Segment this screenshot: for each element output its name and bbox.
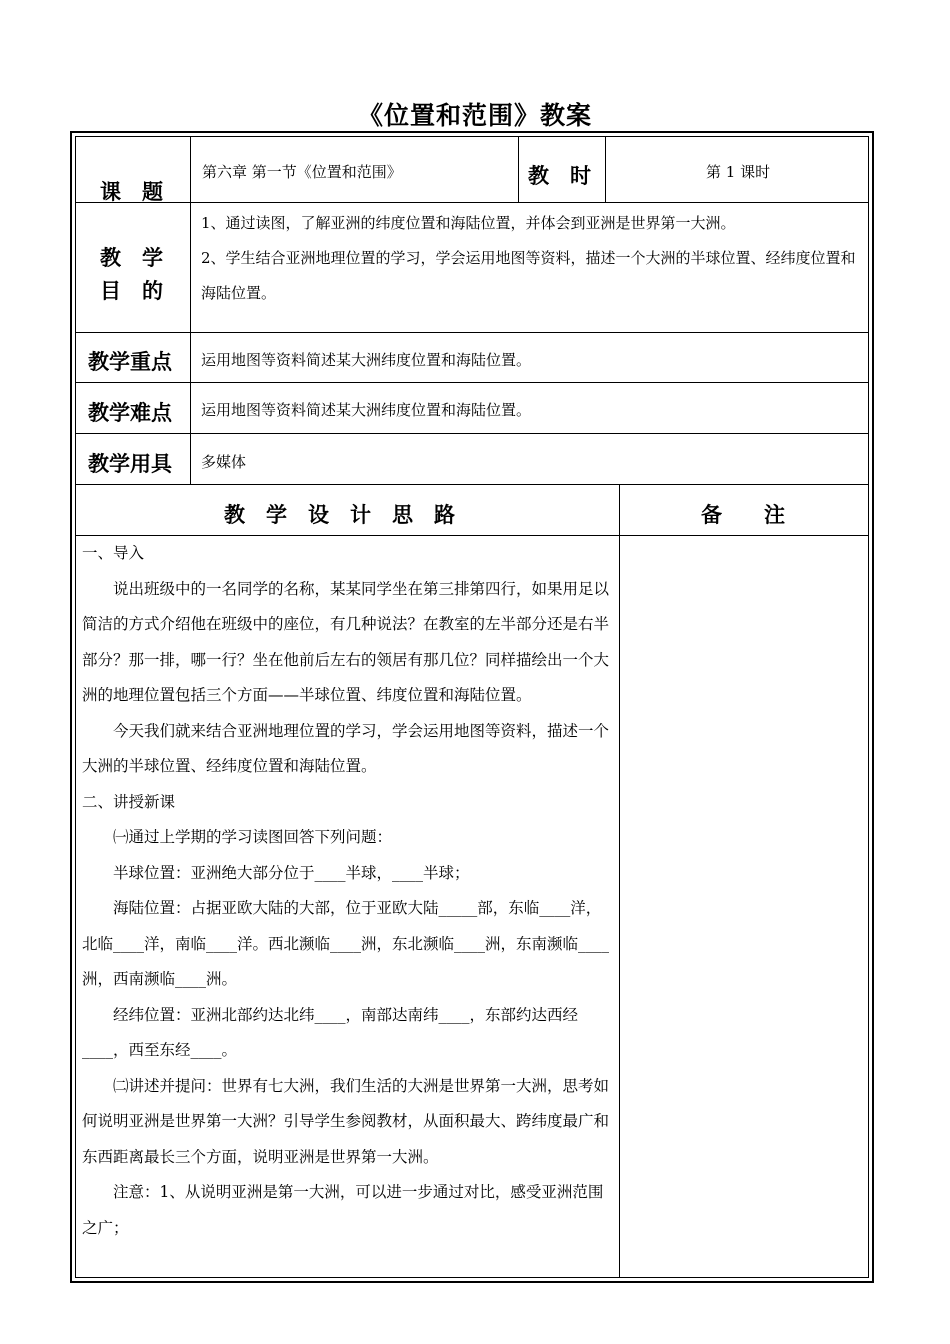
paragraph: 海陆位置：占据亚欧大陆的大部，位于亚欧大陆_____部，东临____洋，北临____洋，南临____洋。西北濒临____洲，东北濒临____洲，东南濒临____洲，西南濒临____洲。 bbox=[82, 899, 610, 988]
period-label: 教 时 bbox=[528, 163, 591, 188]
key-points-value: 运用地图等资料简述某大洲纬度位置和海陆位置。 bbox=[201, 351, 532, 369]
tools-value: 多媒体 bbox=[201, 453, 247, 471]
paragraph: 半球位置：亚洲绝大部分位于____半球，____半球； bbox=[113, 863, 470, 882]
section-heading: 二、讲授新课 bbox=[82, 792, 176, 811]
paragraph: ㈠通过上学期的学习读图回答下列问题： bbox=[113, 828, 393, 846]
row-divider bbox=[76, 202, 868, 203]
notes-header: 备 注 bbox=[701, 502, 785, 527]
objective-item: 1、通过读图，了解亚洲的纬度位置和海陆位置，并体会到亚洲是世界第一大洲。 bbox=[201, 214, 736, 232]
period-value: 第 1 课时 bbox=[706, 163, 771, 181]
row-divider bbox=[76, 484, 868, 485]
page-title: 《位置和范围》教案 bbox=[357, 101, 592, 130]
design-body bbox=[82, 536, 612, 1246]
section-heading: 一、导入 bbox=[82, 544, 145, 562]
subject-label: 课 题 bbox=[100, 179, 163, 204]
paragraph: 说出班级中的一名同学的名称，某某同学坐在第三排第四行，如果用足以简洁的方式介绍他在班级中的座位，有几种说法？在教室的左半部分还是右半部分？那一排，哪一行？坐在他前后左右的领居有那几位？同样描绘出一个大洲的地理位置包括三个方面——半球位置、纬度位置和海陆位置。 bbox=[82, 579, 610, 704]
column-divider bbox=[605, 137, 606, 202]
objectives-label: 目 的 bbox=[100, 278, 163, 303]
paragraph: 今天我们就来结合亚洲地理位置的学习，学会运用地图等资料，描述一个大洲的半球位置、经纬度位置和海陆位置。 bbox=[82, 721, 610, 775]
objective-item: 2、学生结合亚洲地理位置的学习，学会运用地图等资料，描述一个大洲的半球位置、经纬度位置和海陆位置。 bbox=[201, 249, 856, 302]
difficulties-label: 教学难点 bbox=[88, 400, 172, 425]
row-divider bbox=[76, 433, 868, 434]
difficulties-value: 运用地图等资料简述某大洲纬度位置和海陆位置。 bbox=[201, 401, 532, 419]
column-divider bbox=[190, 137, 191, 484]
column-divider bbox=[619, 484, 620, 1277]
column-divider bbox=[518, 137, 519, 202]
key-points-label: 教学重点 bbox=[88, 349, 172, 374]
subject-value: 第六章 第一节《位置和范围》 bbox=[202, 163, 402, 181]
row-divider bbox=[76, 332, 868, 333]
design-header: 教 学 设 计 思 路 bbox=[224, 502, 455, 527]
tools-label: 教学用具 bbox=[88, 451, 172, 476]
paragraph: 经纬位置：亚洲北部约达北纬____，南部达南纬____，东部约达西经____，西至东经____。 bbox=[82, 1005, 579, 1059]
objectives-label: 教 学 bbox=[100, 245, 163, 270]
paragraph: 注意：1、从说明亚洲是第一大洲，可以进一步通过对比，感受亚洲范围之广； bbox=[82, 1183, 604, 1237]
row-divider bbox=[76, 382, 868, 383]
paragraph: ㈡讲述并提问：世界有七大洲，我们生活的大洲是世界第一大洲，思考如何说明亚洲是世界第一大洲？引导学生参阅教材，从面积最大、跨纬度最广和东西距离最长三个方面，说明亚洲是世界第一大洲。 bbox=[82, 1076, 610, 1166]
